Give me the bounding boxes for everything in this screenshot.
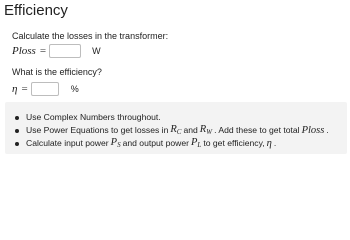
hint-text: to get efficiency,: [203, 138, 265, 148]
efficiency-row: [12, 82, 79, 96]
hint-text: Calculate input power: [26, 138, 109, 148]
bullet-icon: [15, 116, 19, 120]
hint-text: and: [183, 125, 198, 135]
eta-equals: =: [21, 83, 28, 95]
hint-text: Use Power Equations to get losses in: [26, 125, 169, 135]
efficiency-input[interactable]: [31, 82, 59, 96]
rw-symbol: $R_W$: [199, 123, 213, 136]
pl-symbol: $P_L$: [191, 136, 202, 149]
hint-text: .: [273, 138, 277, 148]
rc-symbol: $R_C$: [170, 123, 182, 136]
hint-text: Use Complex Numbers throughout.: [26, 112, 161, 122]
ploss-symbol: Ploss: [301, 125, 325, 136]
losses-row: [12, 44, 101, 58]
ploss-label: Ploss: [12, 45, 36, 57]
ps-symbol: $P_S$: [110, 136, 121, 149]
ploss-input[interactable]: [49, 44, 81, 58]
bullet-icon: [15, 142, 19, 146]
hints-panel: [5, 102, 347, 154]
ploss-equals: =: [39, 45, 47, 57]
efficiency-question: What is the efficiency?: [12, 67, 102, 77]
hint-text: .: [326, 125, 329, 135]
bullet-icon: [15, 129, 19, 133]
hint-text: . Add these to get total: [214, 125, 300, 135]
hint-item: [15, 137, 329, 150]
page-title: Efficiency: [4, 2, 68, 19]
eta-label: η: [12, 83, 18, 95]
hint-item: [15, 124, 329, 137]
hints-list: [15, 111, 329, 150]
efficiency-unit: %: [70, 84, 79, 94]
losses-question: Calculate the losses in the transformer:: [12, 31, 169, 41]
ploss-unit: W: [92, 46, 101, 56]
hint-text: and output power: [122, 138, 189, 148]
eta-symbol: η: [266, 138, 272, 149]
